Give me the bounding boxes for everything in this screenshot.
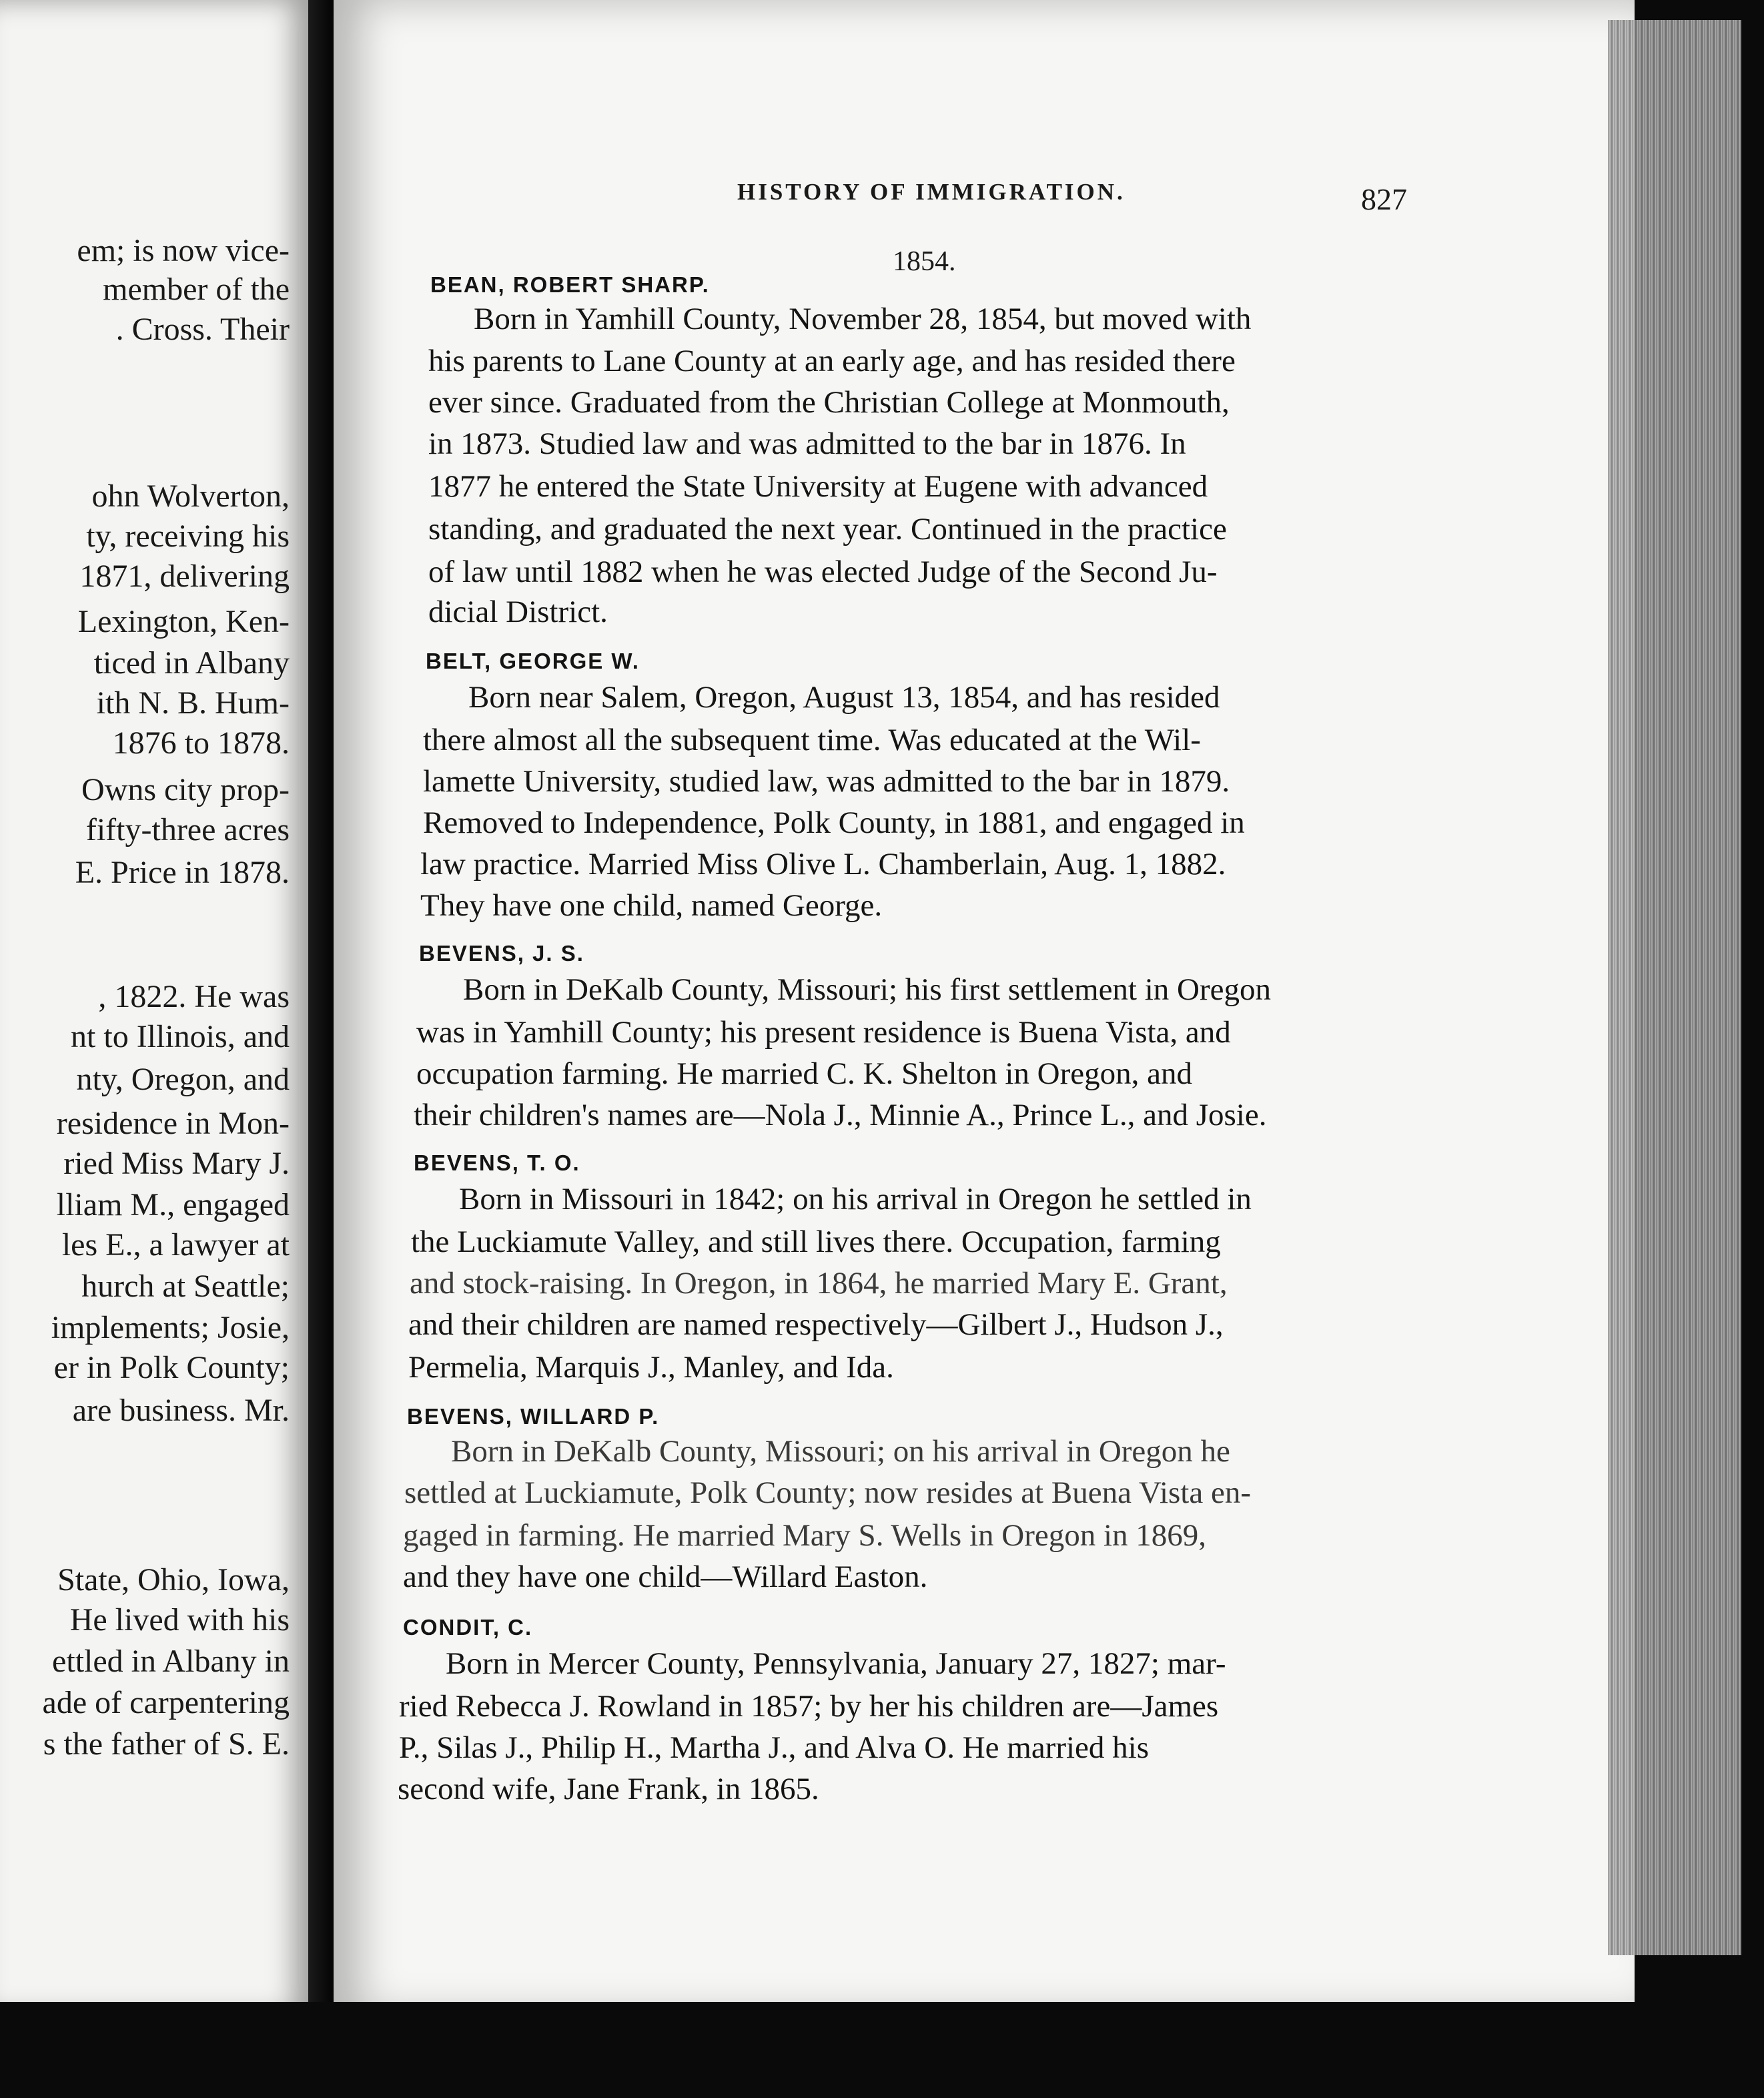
left-page-line: E. Price in 1878. [75,855,290,890]
entry-name: BEVENS, J. S. [419,941,584,966]
left-page-line: 1871, delivering [79,559,290,594]
left-page-line: les E., a lawyer at [61,1227,290,1263]
left-page-line: s the father of S. E. [43,1726,290,1762]
entry-body-line: P., Silas J., Philip H., Martha J., and Alva O. He married his [399,1730,1150,1765]
entry-body-line: law practice. Married Miss Olive L. Chamberlain, Aug. 1, 1882. [420,847,1226,882]
left-page-line: member of the [103,272,290,307]
entry-name: BEVENS, WILLARD P. [407,1404,660,1429]
left-page-line: ettled in Albany in [52,1644,290,1679]
entry-name: BEVENS, T. O. [414,1150,580,1175]
page-edges [1608,20,1741,1955]
entry-body-line: 1877 he entered the State University at Eugene with advanced [428,469,1208,504]
entry-body-line: They have one child, named George. [420,888,883,923]
entry-body-line: Born near Salem, Oregon, August 13, 1854, and has resided [468,680,1220,715]
entry-body-line: settled at Luckiamute, Polk County; now resides at Buena Vista en- [404,1475,1251,1510]
page-number: 827 [1361,182,1407,216]
entry-body-line: his parents to Lane County at an early age, and has resided there [428,344,1236,378]
entry-body-line: gaged in farming. He married Mary S. Wells in Oregon in 1869, [403,1518,1207,1553]
left-page-line: residence in Mon- [56,1106,290,1141]
entry-body-line: lamette University, studied law, was admitted to the bar in 1879. [423,764,1230,799]
entry-body-line: was in Yamhill County; his present residence is Buena Vista, and [416,1015,1231,1050]
entry-body-line: and they have one child—Willard Easton. [403,1559,928,1594]
entry-body-line: their children's names are—Nola J., Minnie A., Prince L., and Josie. [414,1098,1267,1132]
year-heading: 1854. [893,246,956,277]
entry-body-line: Removed to Independence, Polk County, in 1881, and engaged in [423,805,1245,840]
entry-body-line: and their children are named respectively—Gilbert J., Hudson J., [408,1307,1224,1342]
entry-body-line: there almost all the subsequent time. Was educated at the Wil- [423,723,1201,757]
entry-body-line: in 1873. Studied law and was admitted to the bar in 1876. In [428,426,1186,461]
left-page-line: ticed in Albany [93,645,290,681]
entry-body-line: ried Rebecca J. Rowland in 1857; by her his children are—James [399,1689,1219,1724]
left-page-line: 1876 to 1878. [112,725,290,761]
left-page-line: nt to Illinois, and [71,1019,290,1054]
left-page-line: er in Polk County; [53,1350,290,1385]
left-page-line: ith N. B. Hum- [96,685,290,721]
entry-body-line: ever since. Graduated from the Christian College at Monmouth, [428,385,1230,420]
left-page-line: nty, Oregon, and [76,1062,290,1097]
running-head: HISTORY OF IMMIGRATION. [737,179,1126,205]
entry-body-line: Born in Missouri in 1842; on his arrival in Oregon he settled in [459,1182,1252,1216]
left-page-line: are business. Mr. [72,1393,290,1428]
left-page-line: State, Ohio, Iowa, [57,1562,290,1598]
left-page-line: ty, receiving his [86,518,290,554]
left-page-line: ried Miss Mary J. [63,1146,290,1181]
left-page-line: em; is now vice- [77,233,290,268]
entry-body-line: dicial District. [428,595,608,629]
bottom-shadow [0,2002,1764,2098]
entry-body-line: Born in Mercer County, Pennsylvania, January 27, 1827; mar- [446,1646,1226,1681]
entry-body-line: of law until 1882 when he was elected Judge of the Second Ju- [428,555,1218,589]
left-page-line: hurch at Seattle; [81,1269,290,1304]
left-page-line: Lexington, Ken- [77,604,290,639]
left-page [0,0,314,2015]
entry-name: BELT, GEORGE W. [426,649,640,673]
entry-body-line: standing, and graduated the next year. Continued in the practice [428,512,1227,547]
entry-body-line: the Luckiamute Valley, and still lives there. Occupation, farming [411,1225,1221,1259]
entry-body-line: occupation farming. He married C. K. Shelton in Oregon, and [416,1056,1192,1091]
entry-name: CONDIT, C. [403,1615,533,1640]
entry-body-line: and stock-raising. In Oregon, in 1864, he married Mary E. Grant, [410,1266,1228,1301]
entry-body-line: Born in DeKalb County, Missouri; on his arrival in Oregon he [451,1434,1230,1469]
entry-body-line: Born in DeKalb County, Missouri; his first settlement in Oregon [463,972,1272,1007]
left-page-line: implements; Josie, [51,1310,290,1345]
entry-body-line: second wife, Jane Frank, in 1865. [398,1772,819,1806]
left-page-line: fifty-three acres [85,812,290,847]
entry-body-line: Permelia, Marquis J., Manley, and Ida. [408,1350,894,1385]
entry-body-line: Born in Yamhill County, November 28, 1854, but moved with [474,302,1252,336]
left-page-line: lliam M., engaged [56,1187,290,1222]
left-page-line: , 1822. He was [98,979,290,1014]
left-page-line: ohn Wolverton, [91,478,290,514]
left-page-line: . Cross. Their [115,312,290,347]
left-page-line: Owns city prop- [81,772,290,807]
left-page-line: ade of carpentering [42,1685,290,1720]
left-page-line: He lived with his [69,1602,290,1638]
entry-name: BEAN, ROBERT SHARP. [430,272,710,297]
